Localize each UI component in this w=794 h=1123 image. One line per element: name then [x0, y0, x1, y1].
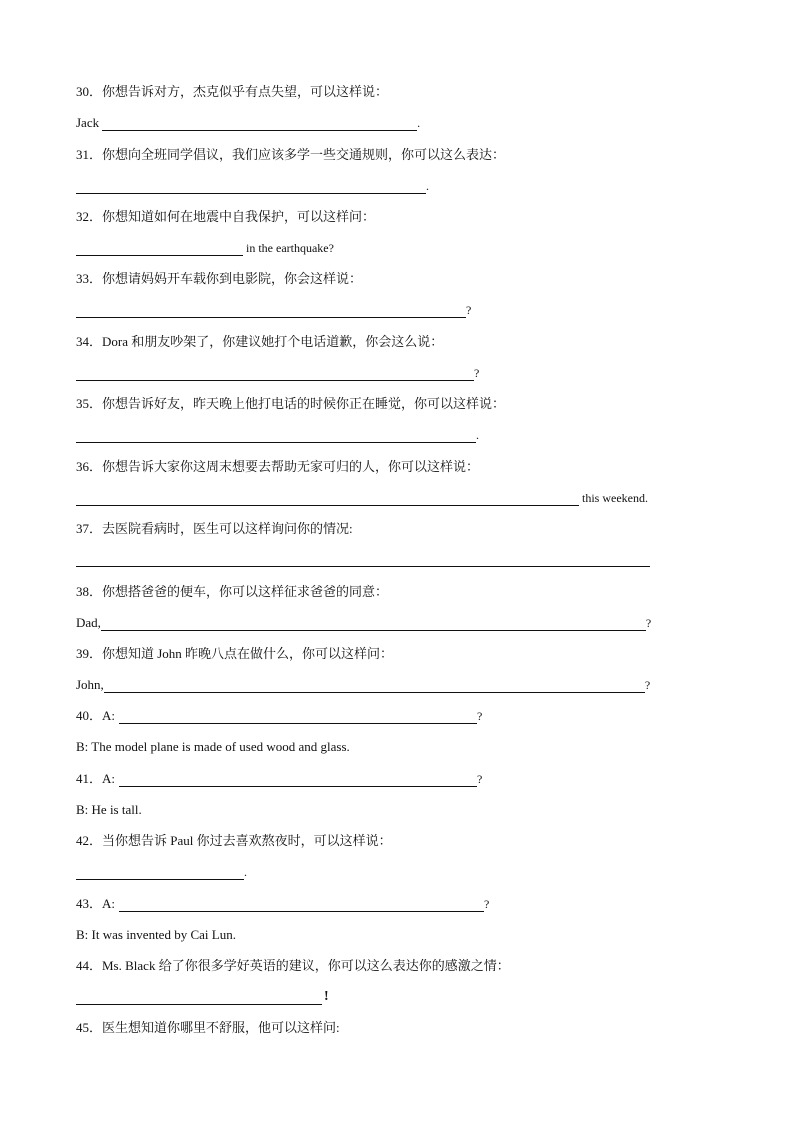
answer-suffix: .	[426, 179, 429, 193]
question-38-prompt: 38．你想搭爸爸的便车，你可以这样征求爸爸的同意：	[76, 584, 389, 599]
answer-blank[interactable]	[76, 990, 322, 1005]
answer-blank[interactable]	[76, 428, 476, 443]
answer-suffix: .	[417, 116, 421, 130]
question-43-line	[76, 896, 489, 912]
question-42-prompt: 42．当你想告诉 Paul 你过去喜欢熬夜时，可以这样说：	[76, 833, 392, 848]
question-32-answer-line	[76, 240, 334, 256]
answer-blank[interactable]	[102, 116, 417, 131]
question-40-line	[76, 708, 482, 724]
question-40-response: B: The model plane is made of used wood and glass.	[76, 739, 350, 754]
answer-blank[interactable]	[76, 491, 579, 506]
answer-blank[interactable]	[119, 709, 477, 724]
question-30-answer-line	[76, 115, 420, 131]
question-31-answer-line	[76, 178, 429, 194]
question-32-prompt: 32．你想知道如何在地震中自我保护，可以这样问：	[76, 209, 376, 224]
answer-blank[interactable]	[76, 366, 474, 381]
answer-prefix: Jack	[76, 115, 100, 130]
answer-blank[interactable]	[76, 303, 466, 318]
question-45-prompt: 45．医生想知道你哪里不舒服，他可以这样问:	[76, 1020, 340, 1035]
answer-suffix: in the earthquake?	[243, 241, 334, 255]
answer-suffix: ?	[484, 897, 490, 911]
answer-blank[interactable]	[76, 552, 650, 567]
answer-suffix: ?	[477, 709, 483, 723]
answer-prefix: Dad,	[76, 615, 101, 630]
question-39-prompt: 39．你想知道 John 昨晚八点在做什么，你可以这样问：	[76, 646, 394, 661]
answer-suffix: .	[244, 865, 247, 879]
question-37-answer-line	[76, 552, 650, 567]
answer-blank[interactable]	[76, 179, 426, 194]
question-44-prompt: 44．Ms. Black 给了你很多学好英语的建议，你可以这么表达你的感激之情：	[76, 958, 510, 973]
answer-suffix: this weekend.	[579, 491, 648, 505]
answer-blank[interactable]	[119, 897, 484, 912]
question-35-prompt: 35．你想告诉好友，昨天晚上他打电话的时候你正在睡觉，你可以这样说：	[76, 396, 506, 411]
question-36-answer-line	[76, 490, 648, 506]
question-42-answer-line	[76, 864, 247, 880]
answer-suffix: ?	[645, 616, 652, 630]
question-41-prompt: 41．A:	[76, 771, 116, 786]
question-33-prompt: 33．你想请妈妈开车载你到电影院，你会这样说：	[76, 271, 363, 286]
answer-suffix: .	[476, 428, 479, 442]
question-31-prompt: 31．你想向全班同学倡议，我们应该多学一些交通规则，你可以这么表达：	[76, 147, 506, 162]
answer-suffix: ?	[477, 772, 483, 786]
answer-suffix: ?	[644, 678, 651, 692]
answer-suffix: !	[324, 989, 329, 1004]
question-40-prompt: 40．A:	[76, 708, 116, 723]
question-35-answer-line	[76, 427, 479, 443]
question-34-prompt: 34．Dora 和朋友吵架了，你建议她打个电话道歉，你会这么说：	[76, 334, 444, 349]
question-34-answer-line	[76, 365, 479, 381]
question-30-prompt: 30．你想告诉对方，杰克似乎有点失望，可以这样说：	[76, 84, 389, 99]
answer-suffix: ?	[466, 303, 472, 317]
question-33-answer-line	[76, 302, 471, 318]
question-38-answer-line	[76, 615, 651, 631]
answer-blank[interactable]	[104, 678, 645, 693]
answer-blank[interactable]	[76, 865, 244, 880]
answer-blank[interactable]	[119, 772, 477, 787]
answer-prefix: John,	[76, 677, 104, 692]
answer-blank[interactable]	[76, 241, 243, 256]
answer-suffix: ?	[474, 366, 480, 380]
answer-blank[interactable]	[101, 616, 646, 631]
question-37-prompt: 37．去医院看病时，医生可以这样询问你的情况:	[76, 521, 353, 536]
question-39-answer-line	[76, 677, 650, 693]
question-43-prompt: 43．A:	[76, 896, 116, 911]
question-41-line	[76, 771, 482, 787]
question-41-response: B: He is tall.	[76, 802, 142, 817]
question-36-prompt: 36．你想告诉大家你这周末想要去帮助无家可归的人，你可以这样说：	[76, 459, 480, 474]
question-44-answer-line	[76, 989, 329, 1005]
question-43-response: B: It was invented by Cai Lun.	[76, 927, 236, 942]
